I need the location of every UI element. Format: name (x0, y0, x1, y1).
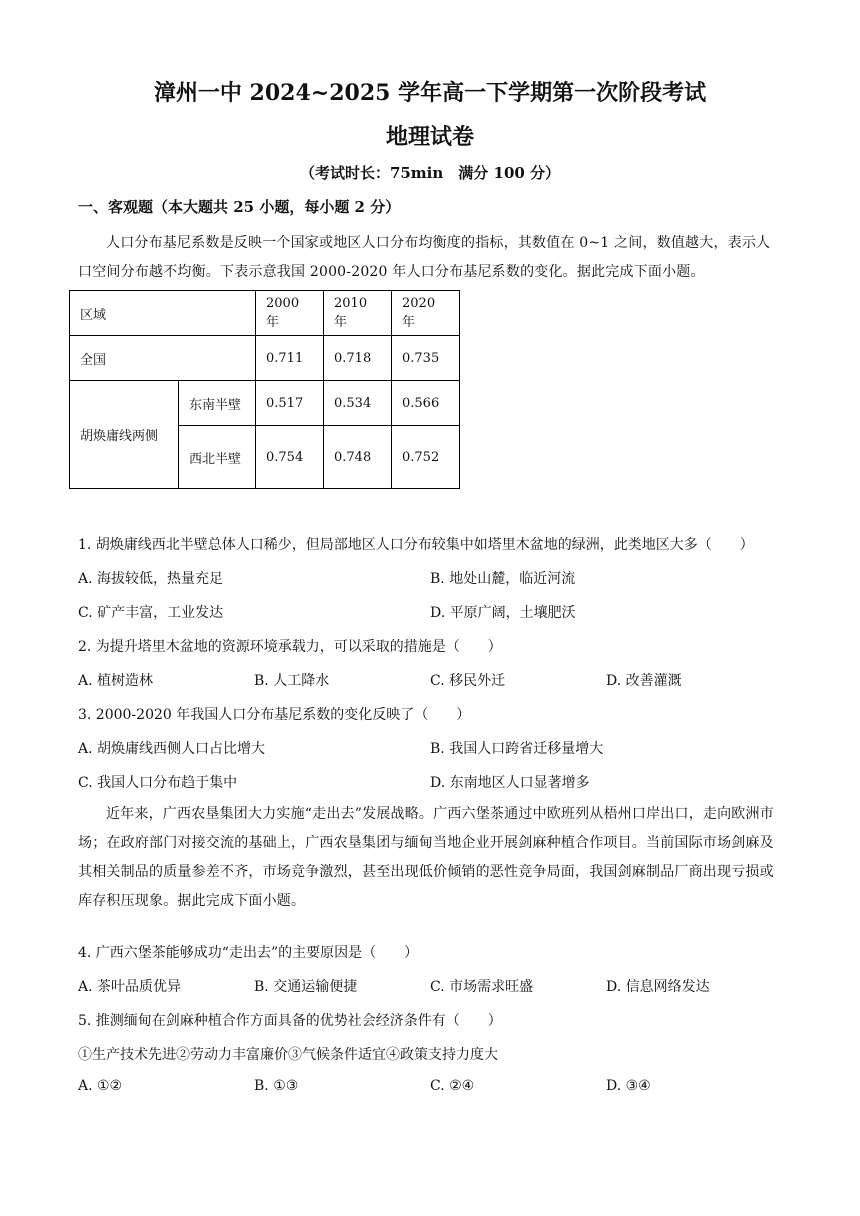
table-row (70, 336, 460, 381)
table-cell: 0.752 (392, 426, 460, 489)
table-row-label: 东南半壁 (179, 381, 256, 426)
table-header-cell: 2000 年 (256, 291, 324, 336)
question-1-option-c[interactable]: C. 矿产丰富，工业发达 (78, 605, 224, 621)
question-2-option-a[interactable]: A. 植树造林 (78, 673, 154, 689)
exam-title: 漳州一中 2024~2025 学年高一下学期第一次阶段考试 (153, 80, 707, 106)
gini-table (69, 290, 460, 489)
table-row-label: 全国 (70, 336, 256, 381)
question-5-option-b[interactable]: B. ①③ (254, 1078, 299, 1094)
table-row (70, 381, 460, 426)
question-2-option-b[interactable]: B. 人工降水 (254, 673, 330, 689)
table-group-label: 胡焕庸线两侧 (70, 381, 179, 489)
question-5-option-d[interactable]: D. ③④ (606, 1078, 651, 1094)
exam-meta: （考试时长：75min 满分 100 分） (299, 164, 561, 182)
question-4-option-d[interactable]: D. 信息网络发达 (606, 979, 710, 995)
question-3-stem: 3. 2000-2020 年我国人口分布基尼系数的变化反映了（ ） (78, 707, 471, 723)
table-cell: 0.718 (324, 336, 392, 381)
table-cell: 0.517 (256, 381, 324, 426)
table-header-cell: 2020 年 (392, 291, 460, 336)
question-1-option-b[interactable]: B. 地处山麓，临近河流 (430, 571, 576, 587)
table-cell: 0.735 (392, 336, 460, 381)
question-4-option-a[interactable]: A. 茶叶品质优异 (78, 979, 182, 995)
passage-1: 人口分布基尼系数是反映一个国家或地区人口分布均衡度的指标，其数值在 0~1 之间，数值越大，表示人口空间分布越不均衡。下表示意我国 2000-2020 年人口分布基尼系数的变化。据此完成下面小题。 (78, 235, 771, 280)
table-header-cell: 2010 年 (324, 291, 392, 336)
section-heading: 一、客观题（本大题共 25 小题，每小题 2 分） (78, 198, 401, 216)
table-header-cell: 区域 (70, 291, 256, 336)
table-cell: 0.754 (256, 426, 324, 489)
question-3-option-b[interactable]: B. 我国人口跨省迁移量增大 (430, 741, 604, 757)
table-cell: 0.748 (324, 426, 392, 489)
table-cell: 0.566 (392, 381, 460, 426)
question-2-option-d[interactable]: D. 改善灌溉 (606, 673, 682, 689)
question-1-option-d[interactable]: D. 平原广阔，土壤肥沃 (430, 605, 576, 621)
passage-2: 近年来，广西农垦集团大力实施“走出去”发展战略。广西六堡茶通过中欧班列从梧州口岸出口，走向欧洲市场；在政府部门对接交流的基础上，广西农垦集团与缅甸当地企业开展剑麻种植合作项目。当前国际市场剑麻及其相关制品的质量参差不齐，市场竞争激烈，甚至出现低价倾销的恶性竞争局面，我国剑麻制品厂商出现亏损或库存积压现象。据此完成下面小题。 (78, 806, 774, 909)
question-1-stem: 1. 胡焕庸线西北半壁总体人口稀少，但局部地区人口分布较集中如塔里木盆地的绿洲，此类地区大多（ ） (78, 537, 754, 553)
question-5-stem: 5. 推测缅甸在剑麻种植合作方面具备的优势社会经济条件有（ ） (78, 1013, 502, 1029)
question-5-option-a[interactable]: A. ①② (78, 1078, 123, 1094)
table-row-label: 西北半壁 (179, 426, 256, 489)
question-2-option-c[interactable]: C. 移民外迁 (430, 673, 506, 689)
table-cell: 0.711 (256, 336, 324, 381)
question-3-option-c[interactable]: C. 我国人口分布趋于集中 (78, 775, 238, 791)
question-2-stem: 2. 为提升塔里木盆地的资源环境承载力，可以采取的措施是（ ） (78, 639, 502, 655)
question-3-option-d[interactable]: D. 东南地区人口显著增多 (430, 775, 590, 791)
subject-title: 地理试卷 (385, 124, 474, 150)
question-3-option-a[interactable]: A. 胡焕庸线西侧人口占比增大 (78, 741, 266, 757)
question-4-stem: 4. 广西六堡茶能够成功“走出去”的主要原因是（ ） (78, 945, 419, 961)
question-1-option-a[interactable]: A. 海拔较低，热量充足 (78, 571, 224, 587)
table-header-row (70, 291, 460, 336)
question-5-choices: ①生产技术先进②劳动力丰富廉价③气候条件适宜④政策支持力度大 (78, 1047, 498, 1063)
question-4-option-b[interactable]: B. 交通运输便捷 (254, 979, 358, 995)
question-4-option-c[interactable]: C. 市场需求旺盛 (430, 979, 534, 995)
table-cell: 0.534 (324, 381, 392, 426)
question-5-option-c[interactable]: C. ②④ (430, 1078, 475, 1094)
